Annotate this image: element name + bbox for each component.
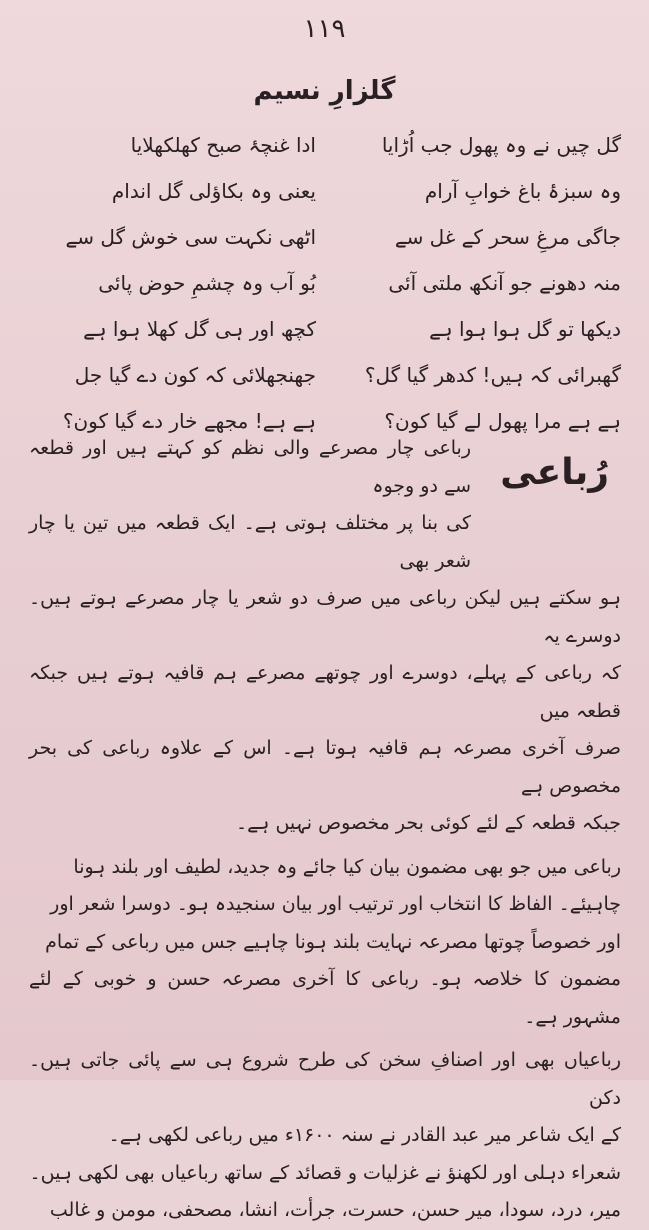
couplet [31,122,621,168]
couplet [31,168,621,214]
misra-first: گل چیں نے وہ پھول جب اُڑایا [381,133,621,157]
paragraph-line: شعراء دہلی اور لکھنؤ نے غزلیات و قصائد کے ساتھ رباعیاں بھی لکھی ہیں۔ [29,1161,621,1184]
paragraph-line: میر، درد، سودا، میر حسن، حسرت، جرأت، انشا، مصحفی، مومن و غالب [49,1199,621,1221]
couplet [31,260,621,306]
page-number: ۱۱۹ [303,14,346,44]
misra-second: یعنی وہ بکاؤلی گل اندام [111,179,316,203]
misra-second: کچھ اور ہی گل کھلا ہوا ہے [83,317,316,341]
paragraph-line: چاہیئے۔ الفاظ کا انتخاب اور ترتیب اور بیان سنجیدہ ہو۔ دوسرا شعر اور [50,893,621,915]
misra-second: بُو آب وہ چشمِ حوض پائی [98,271,316,295]
couplet [31,306,621,352]
paragraph-line: کے ایک شاعر میر عبد القادر نے سنہ ۱۶۰۰ء میں رباعی لکھی ہے۔ [108,1124,621,1146]
paragraph-line: صرف آخری مصرعہ ہم قافیہ ہوتا ہے۔ اس کے علاوہ رباعی کی بحر مخصوص ہے [29,737,621,797]
couplet [31,352,621,398]
misra-second: اٹھی نکہت سی خوش گل سے [65,225,316,249]
paragraph-line: مضمون کا خلاصہ ہو۔ رباعی کا آخری مصرعہ حسن و خوبی کے لئے مشہور ہے۔ [29,968,621,1028]
misra-first: ہے ہے مرا پھول لے گیا کون؟ [384,409,621,433]
misra-second: ادا غنچۂ صبح کھلکھلایا [130,133,316,157]
couplet [31,214,621,260]
misra-second: ہے ہے! مجھے خار دے گیا کون؟ [62,409,316,433]
paragraph-line: رباعی میں جو بھی مضمون بیان کیا جائے وہ جدید، لطیف اور بلند ہونا [73,855,621,878]
prose-body [29,430,621,1230]
poem-title: گلزارِ نسیم [253,76,396,106]
paragraph-line: ہو سکتے ہیں لیکن رباعی میں صرف دو شعر یا چار مصرعے ہوتے ہیں۔ دوسرے یہ [29,587,621,647]
section-heading: رُباعی [500,452,609,493]
misra-first: گھبرائی کہ ہیں! کدھر گیا گل؟ [364,363,621,387]
misra-first: جاگی مرغِ سحر کے غل سے [394,225,621,249]
misra-first: دیکھا تو گل ہوا ہوا ہے [429,317,621,341]
paragraph-line: جبکہ قطعہ کے لئے کوئی بحر مخصوص نہیں ہے۔ [236,812,621,834]
misra-first: منہ دھونے جو آنکھ ملتی آئی [388,271,621,295]
paragraph-line: رباعیاں بھی اور اصنافِ سخن کی طرح شروع ہی سے پائی جاتی ہیں۔ دکن [29,1049,621,1109]
misra-first: وہ سبزۂ باغ خوابِ آرام [424,179,621,203]
misra-second: جھنجھلائی کہ کون دے گیا جل [74,363,316,387]
paragraph-line: کی بنا پر مختلف ہوتی ہے۔ ایک قطعہ میں تین یا چار شعر بھی [29,512,471,572]
poem [31,122,621,444]
paragraph-line: کہ رباعی کے پہلے، دوسرے اور چوتھے مصرعے ہم قافیہ ہوتے ہیں جبکہ قطعہ میں [29,662,621,722]
paragraph-line: اور خصوصاً چوتھا مصرعہ نہایت بلند ہونا چاہیے جس میں رباعی کے تمام [45,930,621,953]
paragraph-line: رباعی چار مصرعے والی نظم کو کہتے ہیں اور قطعہ سے دو وجوہ [29,437,471,497]
